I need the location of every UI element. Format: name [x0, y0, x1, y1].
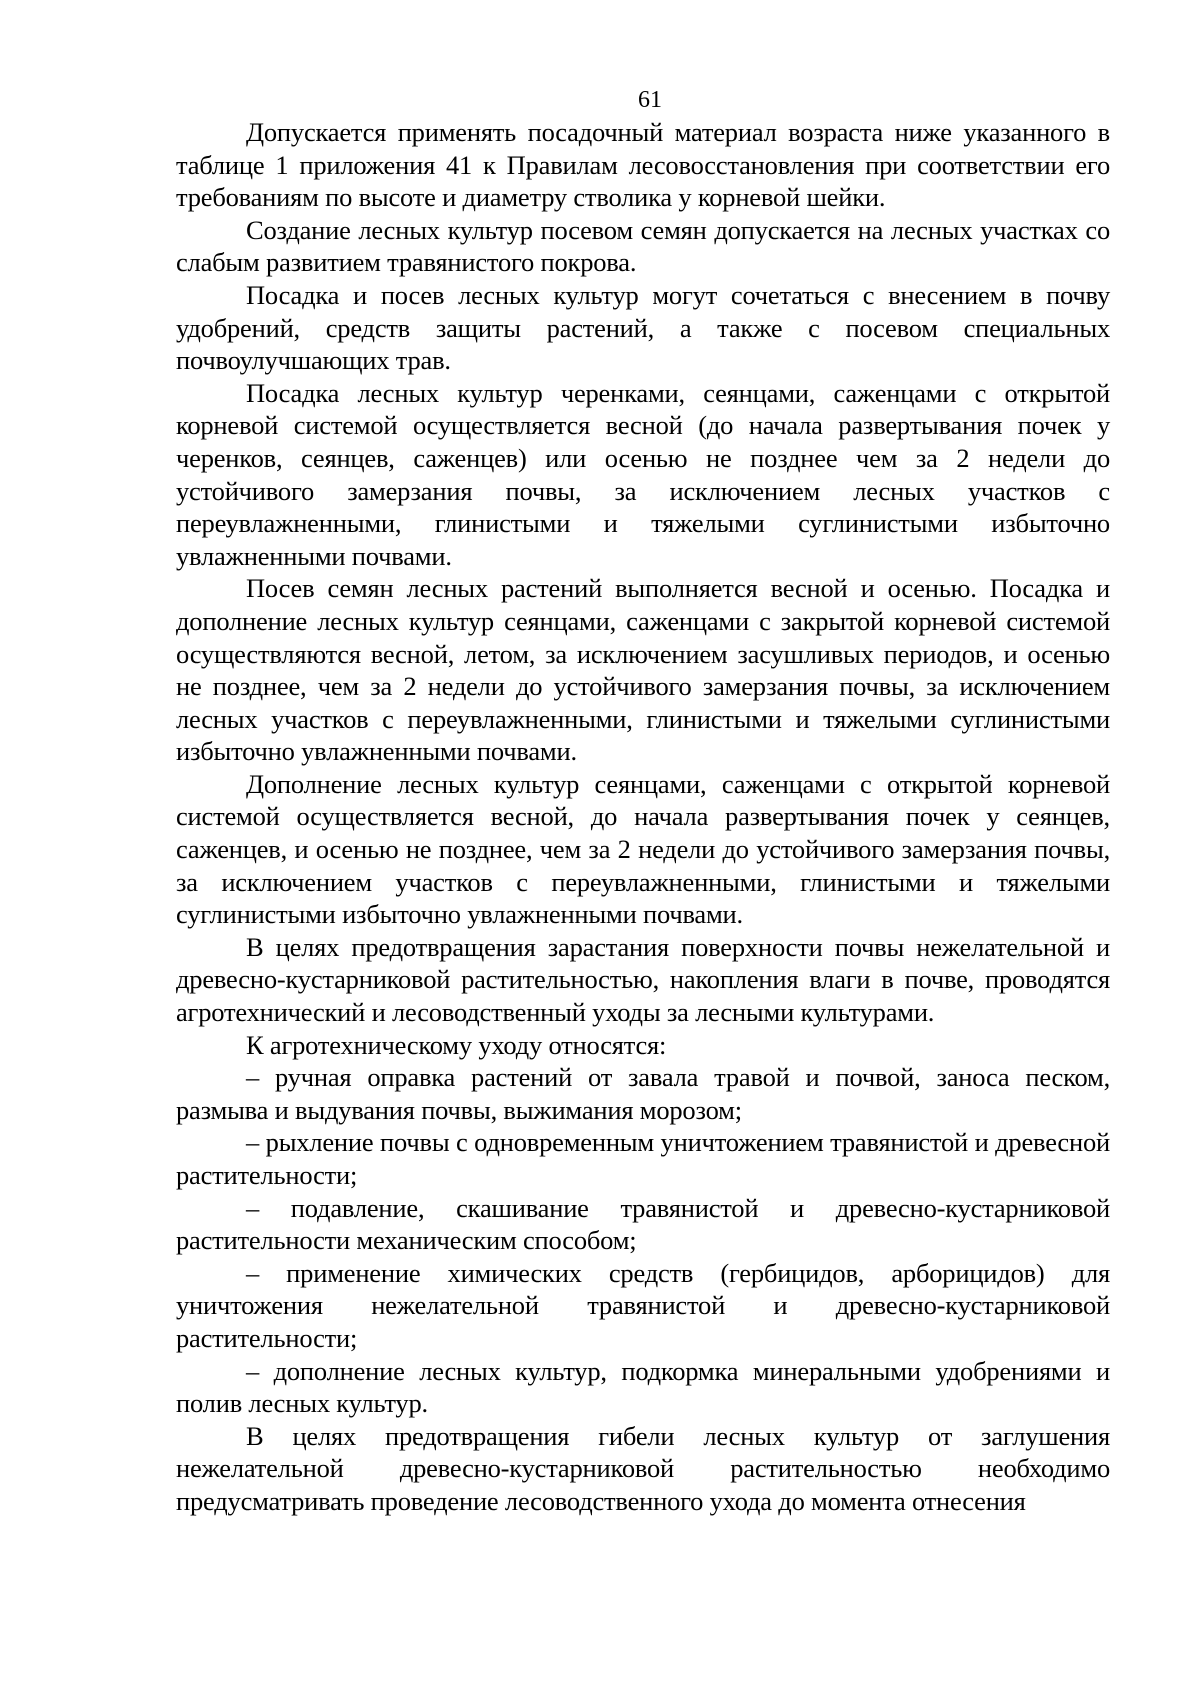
- page-number: 61: [638, 87, 662, 113]
- list-item-chemical-means: – применение химических средств (гербицидов, арборицидов) для уничтожения нежелательной травянистой и древесно-кустарниковой растительности;: [176, 1257, 1110, 1353]
- paragraph-planting-material-age: Допускается применять посадочный материал возраста ниже указанного в таблице 1 приложения 41 к Правилам лесовосстановления при соответствии его требованиям по высоте и диаметру стволика у корневой шейки.: [176, 117, 1110, 213]
- list-item-soil-loosening: – рыхление почвы с одновременным уничтожением травянистой и древесной растительности;: [176, 1127, 1110, 1190]
- paragraph-open-root-planting: Посадка лесных культур черенками, сеянцами, саженцами с открытой корневой системой осуществляется весной (до начала развертывания почек у черенков, сеянцев, саженцев) или осенью не позднее чем за 2 недели до устойчивого замерзания почвы, за исключением лесных участков с переувлажненными, глинистыми и тяжелыми суглинистыми избыточно увлажненными почвами.: [176, 377, 1110, 571]
- paragraph-agrotechnical-care-intro: К агротехническому уходу относятся:: [246, 1029, 667, 1060]
- list-item-manual-straightening: – ручная оправка растений от завала травой и почвой, заноса песком, размыва и выдувания почвы, выжимания морозом;: [176, 1062, 1110, 1125]
- paragraph-silvicultural-care: В целях предотвращения гибели лесных культур от заглушения нежелательной древесно-кустарниковой растительностью необходимо предусматривать проведение лесоводственного ухода до момента отнесения: [176, 1420, 1110, 1516]
- paragraph-fertilizers: Посадка и посев лесных культур могут сочетаться с внесением в почву удобрений, средств защиты растений, а также с посевом специальных почвоулучшающих трав.: [176, 279, 1110, 376]
- paragraph-supplement-open-root: Дополнение лесных культур сеянцами, саженцами с открытой корневой системой осуществляется весной, до начала развертывания почек у сеянцев, саженцев, и осенью не позднее, чем за 2 недели до устойчивого замерзания почвы, за исключением участков с переувлажненными, глинистыми и тяжелыми суглинистыми избыточно увлажненными почвами.: [176, 768, 1110, 930]
- paragraph-seed-sowing: Создание лесных культур посевом семян допускается на лесных участках со слабым развитием травянистого покрова.: [176, 214, 1110, 278]
- paragraph-seed-sowing-seasons: Посев семян лесных растений выполняется весной и осенью. Посадка и дополнение лесных культур сеянцами, саженцами с закрытой корневой системой осуществляются весной, летом, за исключением засушливых периодов, и осенью не позднее, чем за 2 недели до устойчивого замерзания почвы, за исключением лесных участков с переувлажненными, глинистыми и тяжелыми суглинистыми избыточно увлажненными почвами.: [176, 573, 1110, 767]
- list-item-mechanical-mowing: – подавление, скашивание травянистой и древесно-кустарниковой растительности механическим способом;: [176, 1192, 1110, 1256]
- list-item-supplement-fertilizing: – дополнение лесных культур, подкормка минеральными удобрениями и полив лесных культур.: [176, 1355, 1110, 1419]
- document-page: [176, 84, 1110, 1518]
- paragraph-care-purpose: В целях предотвращения зарастания поверхности почвы нежелательной и древесно-кустарниковой растительностью, накопления влаги в почве, проводятся агротехнический и лесоводственный уходы за лесными культурами.: [176, 931, 1110, 1028]
